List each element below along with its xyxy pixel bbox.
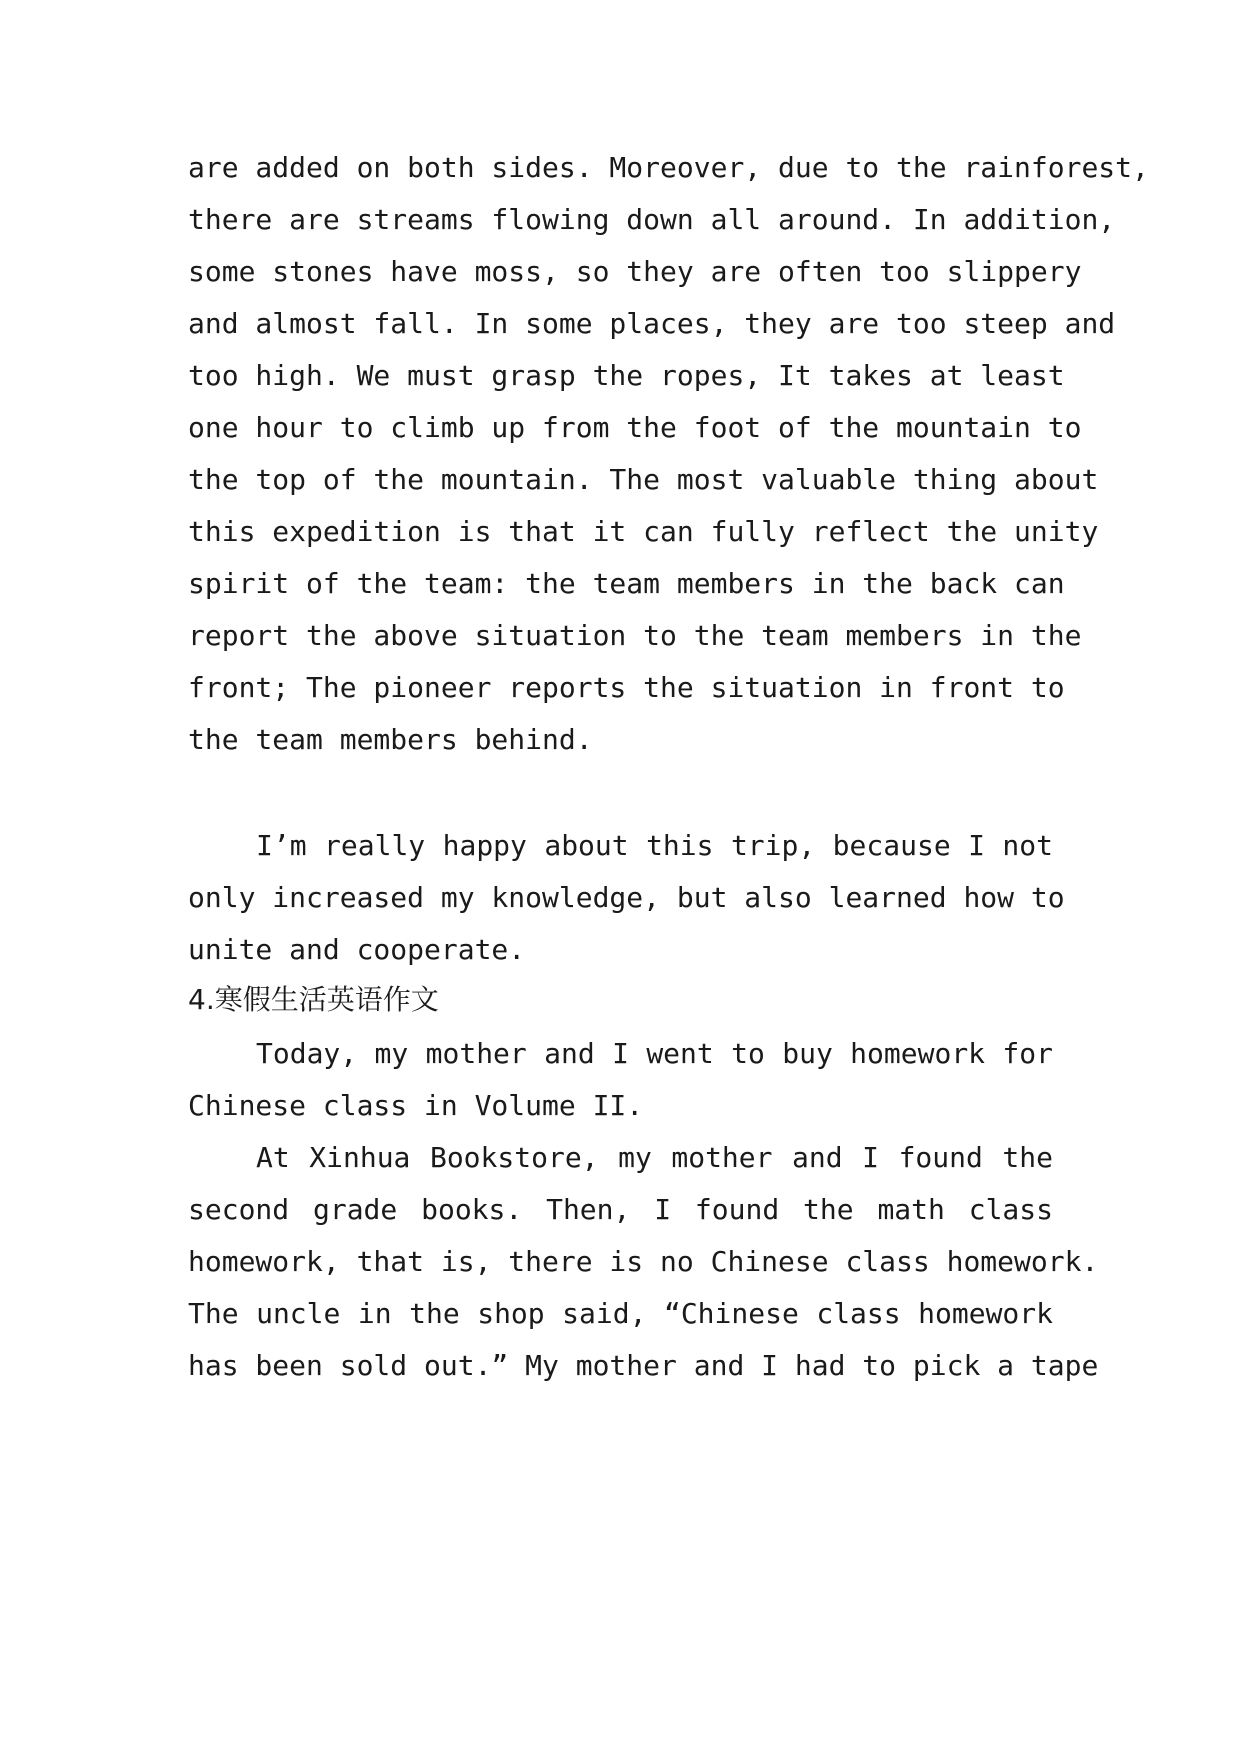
paragraph-line: homework, that is, there is no Chinese class homework. bbox=[188, 1245, 1099, 1278]
paragraph-line: The uncle in the shop said, “Chinese class homework bbox=[188, 1297, 1053, 1330]
paragraph-line: report the above situation to the team members in the bbox=[188, 619, 1082, 652]
paragraph-line: only increased my knowledge, but also learned how to bbox=[188, 881, 1065, 914]
paragraph-line: some stones have moss, so they are often too slippery bbox=[188, 255, 1082, 288]
paragraph-line: Chinese class in Volume II. bbox=[188, 1089, 644, 1122]
paragraph-line: spirit of the team: the team members in the back can bbox=[188, 567, 1065, 600]
section-heading: 4.寒假生活英语作文 bbox=[188, 983, 439, 1016]
paragraph-line: I’m really happy about this trip, because I not bbox=[256, 829, 1053, 862]
paragraph-line: front; The pioneer reports the situation in front to bbox=[188, 671, 1065, 704]
paragraph-line: Today, my mother and I went to buy homework for bbox=[256, 1037, 1053, 1070]
paragraph-line: one hour to climb up from the foot of the mountain to bbox=[188, 411, 1082, 444]
paragraph-line: are added on both sides. Moreover, due to the rainforest, bbox=[188, 151, 1149, 184]
paragraph-line: has been sold out.” My mother and I had to pick a tape bbox=[188, 1349, 1099, 1382]
paragraph-line: there are streams flowing down all around. In addition, bbox=[188, 203, 1116, 236]
paragraph-line: second grade books. Then, I found the math class bbox=[188, 1193, 1053, 1226]
paragraph-line: unite and cooperate. bbox=[188, 933, 526, 966]
paragraph-line: and almost fall. In some places, they are too steep and bbox=[188, 307, 1116, 340]
paragraph-line: the team members behind. bbox=[188, 723, 593, 756]
paragraph-line: too high. We must grasp the ropes, It takes at least bbox=[188, 359, 1065, 392]
paragraph-line: the top of the mountain. The most valuable thing about bbox=[188, 463, 1099, 496]
paragraph-line: At Xinhua Bookstore, my mother and I found the bbox=[256, 1141, 1053, 1174]
paragraph-line: this expedition is that it can fully reflect the unity bbox=[188, 515, 1099, 548]
